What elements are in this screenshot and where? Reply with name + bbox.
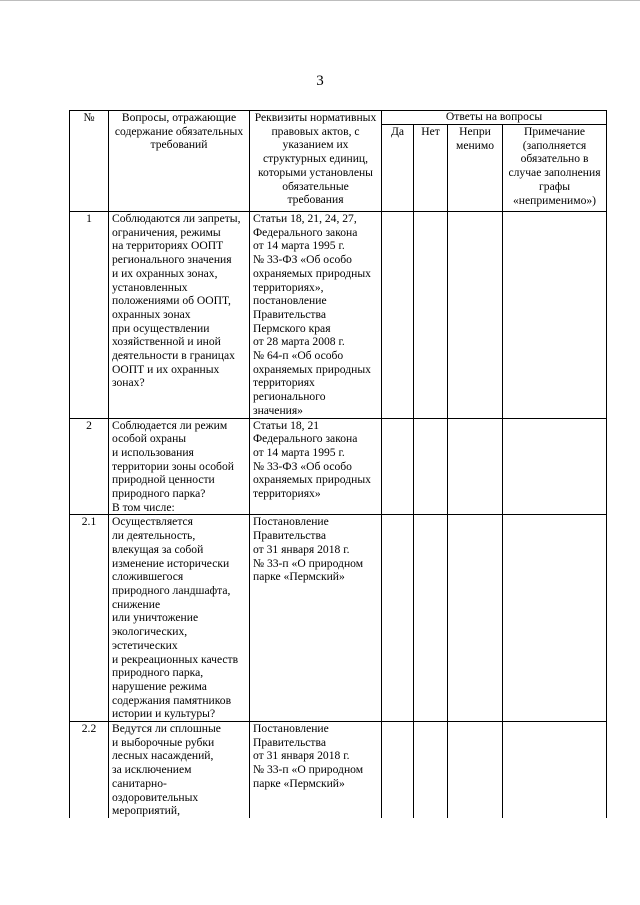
answer-not-applicable-cell[interactable] [448,418,503,515]
row-number: 2.1 [70,515,109,722]
header-questions: Вопросы, отражающие содержание обязательных требований [109,111,250,212]
table-row [70,212,607,419]
answer-not-applicable-cell[interactable] [448,515,503,722]
row-requisites: Постановление Правительства от 31 января 2018 г. № 33-п «О природном парке «Пермский» [250,722,382,819]
answer-note-cell[interactable] [503,212,607,419]
header-not-applicable: Непри менимо [448,125,503,212]
row-number: 2.2 [70,722,109,819]
row-number: 1 [70,212,109,419]
inspection-checklist-table [69,110,607,818]
answer-note-cell[interactable] [503,418,607,515]
header-yes: Да [382,125,414,212]
row-question: Осуществляется ли деятельность, влекущая за собой изменение исторически сложившегося природного ландшафта, снижение или уничтожение экологических, эстетических и рекреационных качеств природного парка, нарушение режима содержания памятников истории и культуры? [109,515,250,722]
answer-no-cell[interactable] [414,418,448,515]
header-requisites: Реквизиты нормативных правовых актов, с указанием их структурных единиц, которыми установлены обязательные требования [250,111,382,212]
header-answers: Ответы на вопросы [382,111,607,125]
row-number: 2 [70,418,109,515]
answer-yes-cell[interactable] [382,212,414,419]
answer-yes-cell[interactable] [382,418,414,515]
row-requisites: Постановление Правительства от 31 января 2018 г. № 33-п «О природном парке «Пермский» [250,515,382,722]
table-row [70,722,607,819]
page-number: 3 [316,73,324,89]
answer-yes-cell[interactable] [382,515,414,722]
answer-no-cell[interactable] [414,212,448,419]
answer-no-cell[interactable] [414,515,448,722]
row-question: Соблюдается ли режим особой охраны и использования территории зоны особой природной ценности природного парка? В том числе: [109,418,250,515]
header-note: Примечание (заполняется обязательно в случае заполнения графы «неприменимо») [503,125,607,212]
answer-yes-cell[interactable] [382,722,414,819]
header-row [70,111,607,125]
table-row [70,418,607,515]
row-question: Ведутся ли сплошные и выборочные рубки лесных насаждений, за исключением санитарно- оздоровительных мероприятий, [109,722,250,819]
header-number: № [70,111,109,212]
answer-note-cell[interactable] [503,722,607,819]
answer-note-cell[interactable] [503,515,607,722]
row-requisites: Статьи 18, 21 Федерального закона от 14 марта 1995 г. № 33-ФЗ «Об особо охраняемых природных территориях» [250,418,382,515]
answer-not-applicable-cell[interactable] [448,212,503,419]
top-border-line [0,0,640,1]
answer-no-cell[interactable] [414,722,448,819]
header-no: Нет [414,125,448,212]
row-requisites: Статьи 18, 21, 24, 27, Федерального закона от 14 марта 1995 г. № 33-ФЗ «Об особо охраняемых природных территориях», постановление Правительства Пермского края от 28 марта 2008 г. № 64-п «Об особо охраняемых природных территориях регионального значения» [250,212,382,419]
row-question: Соблюдаются ли запреты, ограничения, режимы на территориях ООПТ регионального значения и их охранных зонах, установленных положениями об ООПТ, охранных зонах при осуществлении хозяйственной и иной деятельности в границах ООПТ и их охранных зонах? [109,212,250,419]
answer-not-applicable-cell[interactable] [448,722,503,819]
table-row [70,515,607,722]
